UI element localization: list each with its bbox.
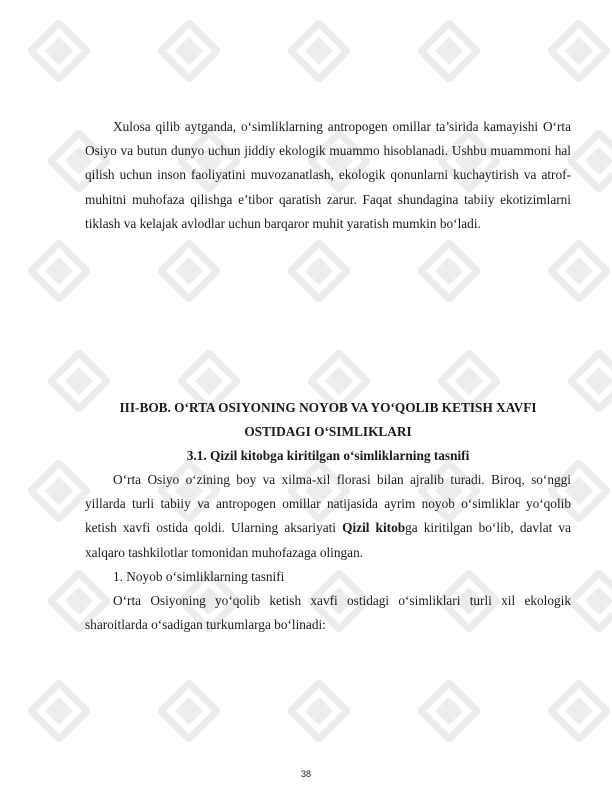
watermark-logo-icon: [158, 240, 220, 302]
section-paragraph-1-start: O‘rta Osiyo o‘zining boy va xilma-xil florasi bilan ajralib turadi. Biroq, so‘nggi yillarda turli tabiiy va antropogen omillar natijasida ayrim noyob o‘simliklar yo‘qolib ketish xavfi ostida qoldi. Ularning aksariyati: [85, 472, 571, 536]
watermark-logo-icon: [158, 680, 220, 742]
watermark-logo-icon: [418, 240, 480, 302]
section-body: [85, 468, 571, 637]
watermark-logo-icon: [28, 460, 90, 522]
watermark-logo-icon: [568, 570, 612, 632]
list-item-1: 1. Noyob o‘simliklarning tasnifi: [113, 568, 285, 584]
section-paragraph-1: [85, 468, 571, 565]
intro-paragraph: Xulosa qilib aytganda, o‘simliklarning antropogen omillar ta’sirida kamayishi O‘rta Osiyo va butun dunyo uchun jiddiy ekologik muammo hisoblanadi. Ushbu muammoni hal qilish uchun inson faoliyatini muvozanatlash, ekologik qonunlarni kuchaytirish va atrof-muhitni muhofaza qilishga e’tibor qaratish zarur. Faqat shundagina tabiiy ekotizimlarni tiklash va kelajak avlodlar uchun barqaror muhit yaratish mumkin bo‘ladi.: [85, 119, 571, 231]
watermark-logo-icon: [288, 240, 350, 302]
watermark-logo-icon: [288, 20, 350, 82]
chapter-title-line-2: OSTIDAGI O‘SIMLIKLARI: [244, 424, 412, 439]
watermark-logo-icon: [418, 20, 480, 82]
section-paragraph-1-end: ga kiritilgan bo‘lib, davlat va xalqaro tashkilotlar tomonidan muhofazaga olingan.: [85, 520, 571, 560]
intro-block: [85, 115, 571, 236]
section-title: 3.1. Qizil kitobga kiritilgan o‘simliklarning tasnifi: [186, 448, 470, 463]
qizil-kitob-term: Qizil kitob: [342, 520, 406, 536]
watermark-logo-icon: [288, 680, 350, 742]
watermark-logo-icon: [548, 240, 610, 302]
page-number: 38: [300, 769, 311, 779]
watermark-logo-icon: [548, 20, 610, 82]
watermark-logo-icon: [568, 130, 612, 192]
watermark-logo-icon: [28, 240, 90, 302]
watermark-logo-icon: [548, 680, 610, 742]
watermark-logo-icon: [418, 680, 480, 742]
watermark-logo-icon: [158, 20, 220, 82]
chapter-title-line-1: III-BOB. O‘RTA OSIYONING NOYOB VA YO‘QOLIB KETISH XAVFI: [119, 400, 537, 415]
watermark-logo-icon: [28, 680, 90, 742]
watermark-logo-icon: [28, 20, 90, 82]
section-paragraph-2: O‘rta Osiyoning yo‘qolib ketish xavfi ostidagi o‘simliklari turli xil ekologik sharoitlarda o‘sadigan turkumlarga bo‘linadi:: [85, 593, 571, 633]
watermark-logo-icon: [568, 350, 612, 412]
